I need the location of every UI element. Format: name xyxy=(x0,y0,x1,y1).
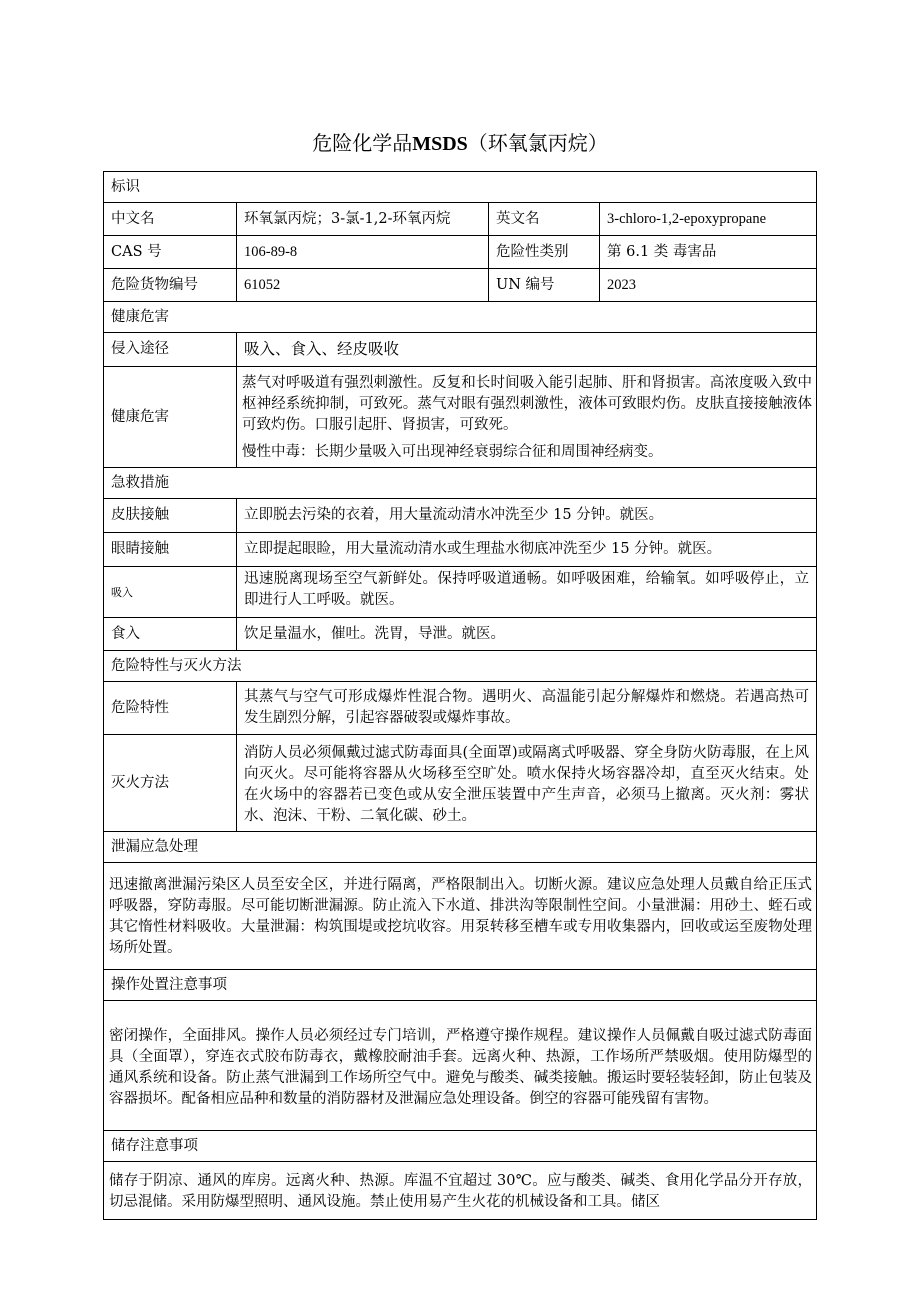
en-name-value: 3-chloro-1,2-epoxypropane xyxy=(600,203,817,236)
section-identification: 标识 xyxy=(104,172,817,203)
dg-number-label: 危险货物编号 xyxy=(104,269,237,302)
hazard-class-value: 第 6.1 类 毒害品 xyxy=(600,236,817,269)
fire-method-label: 灭火方法 xyxy=(104,735,237,832)
storage-text: 储存于阴凉、通风的库房。远离火种、热源。库温不宜超过 30℃。应与酸类、碱类、食用化学品分开存放，切忌混储。采用防爆型照明、通风设施。禁止使用易产生火花的机械设备和工具。储区 xyxy=(104,1162,817,1220)
inhalation-value: 迅速脱离现场至空气新鲜处。保持呼吸道通畅。如呼吸困难，给输氧。如呼吸停止，立即进行人工呼吸。就医。 xyxy=(237,567,817,618)
fire-method-value: 消防人员必须佩戴过滤式防毒面具(全面罩)或隔离式呼吸器、穿全身防火防毒服，在上风向灭火。尽可能将容器从火场移至空旷处。喷水保持火场容器冷却，直至灭火结束。处在火场中的容器若已变色或从安全泄压装置中产生声音，必须马上撤离。灭火剂：雾状水、泡沫、干粉、二氧化碳、砂土。 xyxy=(237,735,817,832)
eye-contact-value: 立即提起眼睑，用大量流动清水或生理盐水彻底冲洗至少 15 分钟。就医。 xyxy=(237,533,817,567)
msds-table xyxy=(103,171,817,1220)
inhalation-label: 吸入 xyxy=(104,567,237,618)
skin-contact-label: 皮肤接触 xyxy=(104,499,237,533)
un-number-value: 2023 xyxy=(600,269,817,302)
dg-number-value: 61052 xyxy=(237,269,489,302)
section-leak-response: 泄漏应急处理 xyxy=(104,832,817,863)
chronic-poisoning-paragraph: 慢性中毒：长期少量吸入可出现神经衰弱综合征和周围神经病变。 xyxy=(242,444,663,460)
cn-name-label: 中文名 xyxy=(104,203,237,236)
en-name-label: 英文名 xyxy=(489,203,600,236)
health-hazard-value xyxy=(237,367,817,468)
section-fire-hazard: 危险特性与灭火方法 xyxy=(104,651,817,682)
section-storage: 储存注意事项 xyxy=(104,1131,817,1162)
ingestion-label: 食入 xyxy=(104,618,237,651)
fire-hazard-label: 危险特性 xyxy=(104,682,237,735)
section-health-hazard: 健康危害 xyxy=(104,302,817,333)
section-handling: 操作处置注意事项 xyxy=(104,970,817,1001)
leak-response-text: 迅速撤离泄漏污染区人员至安全区，并进行隔离，严格限制出入。切断火源。建议应急处理人员戴自给正压式呼吸器，穿防毒服。尽可能切断泄漏源。防止流入下水道、排洪沟等限制性空间。小量泄漏：用砂土、蛭石或其它惰性材料吸收。大量泄漏：构筑围堤或挖坑收容。用泵转移至槽车或专用收集器内，回收或运至废物处理场所处置。 xyxy=(104,863,817,970)
ingestion-value: 饮足量温水，催吐。洗胃，导泄。就医。 xyxy=(237,618,817,651)
fire-hazard-value: 其蒸气与空气可形成爆炸性混合物。遇明火、高温能引起分解爆炸和燃烧。若遇高热可发生剧烈分解，引起容器破裂或爆炸事故。 xyxy=(237,682,817,735)
hazard-class-label: 危险性类别 xyxy=(489,236,600,269)
cn-name-value: 环氧氯丙烷；3-氯-1,2-环氧丙烷 xyxy=(237,203,489,236)
health-hazard-label: 健康危害 xyxy=(104,367,237,468)
cas-label: CAS 号 xyxy=(104,236,237,269)
un-number-label: UN 编号 xyxy=(489,269,600,302)
eye-contact-label: 眼睛接触 xyxy=(104,533,237,567)
skin-contact-value: 立即脱去污染的衣着，用大量流动清水冲洗至少 15 分钟。就医。 xyxy=(237,499,817,533)
health-hazard-paragraph: 蒸气对呼吸道有强烈刺激性。反复和长时间吸入能引起肺、肝和肾损害。高浓度吸入致中枢神经系统抑制，可致死。蒸气对眼有强烈刺激性，液体可致眼灼伤。皮肤直接接触液体可致灼伤。口服引起肝、肾损害，可致死。 xyxy=(242,375,812,433)
cas-value: 106-89-8 xyxy=(237,236,489,269)
section-first-aid: 急救措施 xyxy=(104,468,817,499)
handling-text: 密闭操作，全面排风。操作人员必须经过专门培训，严格遵守操作规程。建议操作人员佩戴自吸过滤式防毒面具（全面罩），穿连衣式胶布防毒衣，戴橡胶耐油手套。远离火种、热源，工作场所严禁吸烟。使用防爆型的通风系统和设备。防止蒸气泄漏到工作场所空气中。避免与酸类、碱类接触。搬运时要轻装轻卸，防止包装及容器损坏。配备相应品种和数量的消防器材及泄漏应急处理设备。倒空的容器可能残留有害物。 xyxy=(104,1001,817,1131)
route-value: 吸入、食入、经皮吸收 xyxy=(237,333,817,367)
route-label: 侵入途径 xyxy=(104,333,237,367)
page-title: 危险化学品MSDS（环氧氯丙烷） xyxy=(312,131,608,155)
